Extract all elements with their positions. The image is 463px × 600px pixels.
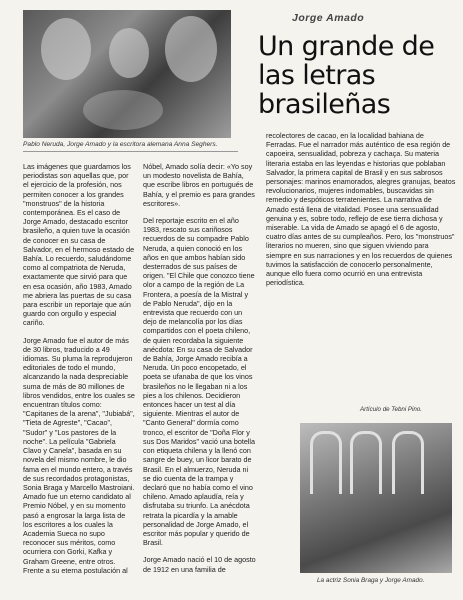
author-name: Jorge Amado	[292, 12, 365, 24]
paragraph: Las imágenes que guardamos los periodistas son aquellas que, por el ejercicio de la profesión, nos permiten conocer a los grandes "monstruos" de la historia contemporánea. Es el caso de Jorge Amado, destacado escritor brasileño, a quien tuve la ocasión de conocer en su casa de Salvador, en el hermoso estado de Bahía. Lo recuerdo, saludándome como al compatriota de Neruda, exactamente que sirvió para que en esa ocasión, año 1983, Amado me abriera las puertas de su casa para escribir un reportaje que aún guardo con orgullo y especial cariño.	[23, 162, 135, 328]
paragraph: Del reportaje escrito en el año 1983, rescato sus cariñosos recuerdos de su compadre Pablo Neruda, a quien conoció en los años en que ambos habían sido desterrados de sus países de origen. "El Chile que conozco tiene olor a campo de la región de La Frontera, a poesía de la Mistral y de Pablo Neruda", dijo en la entrevista que recuerdo con un dejo de melancolía por los días compartidos con el poeta chileno, de quien recordaba la siguiente anécdota: En su casa de Salvador de Bahía, Jorge Amado recibía a Neruda. Un poco encopetado, el poeta se ufanaba de que los vinos brasileños no le llegaban ni a los pies a los chilenos. Decidieron entonces hacer un test al día siguiente. Mientras el autor de "Canto General" dormía como tronco, el escritor de "Doña Flor y sus Dos Maridos" vació una botella con etiqueta chilena y la llenó con sangre de buey, un licor barato de Brasil. En el almuerzo, Neruda ni se dio cuenta de la trampa y declaró que no había como el vino chileno. Amado aplaudía, reía y disfrutaba su triunfo. La anécdota retrata la picardía y la amable personalidad de Jorge Amado, el escritor más popular y querido de Brasil.	[143, 216, 256, 548]
paragraph: recolectores de cacao, en la localidad bahiana de Ferradas. Fue el narrador más auténtico de esa región de capoeira, sensualidad, pobreza y cachaça. Su materia literaria estaba en las leyendas e historias que poblaban Salvador, la primera capital de Brasil y en sus sabrosos personajes: marinos enamorados, alegres granujas, beatos revolucionarios, mujeres indomables, buscavidas sin remedio y despóticos terratenientes. La narrativa de Amado está llena de vitalidad. Posee una sensualidad genuina y es, sobre todo, reflejo de ese tierra dichosa y miserable. La vida de Amado se apagó el 6 de agosto, cuatro días antes de su cumpleaños. Pero, los "monstruos" literarios no mueren, sino que siguen viviendo para siempre en sus narraciones y en los recuerdos de quienes tuvimos la satisfacción de conocerlo personalmente, aunque ello fuera como ocurrió en una entrevista periodística.	[266, 131, 456, 288]
article-column-2	[143, 162, 256, 582]
photo-caption-bottom: La actriz Sonia Braga y Jorge Amado.	[317, 577, 425, 584]
article-credit: Artículo de Tebni Pino.	[360, 406, 423, 413]
article-column-3	[266, 131, 456, 295]
paragraph: Jorge Amado fue el autor de más de 30 libros, traducido a 49 idiomas. Su pluma la reprodujeron editoriales de todo el mundo, alcanzando la nada despreciable suma de más de 80 millones de libros vendidos, entre los cuales se encuentran títulos como: "Capitanes de la arena", "Jubiabá", "Tieta de Agreste", "Cacao", "Sudor" y "Los pastores de la noche". La película "Gabriela Clavo y Canela", basada en su novela del mismo nombre, le dio fama en el mundo entero, a través de sus recordados protagonistas, Sonia Braga y Marcello Mastroiani. Amado fue un eterno candidato al Premio Nóbel, y en su momento pasó a engrosar la larga lista de los escritores a los cuales la Academia Sueca no supo reconocer sus méritos, como ocurriera con Gorki, Kafka y Graham Greene, entre otros. Frente a su eterna postulación al	[23, 335, 135, 575]
photo-neruda-amado-seghers	[23, 10, 231, 138]
paragraph: Nóbel, Amado solía decir: «Yo soy un modesto novelista de Bahía, que escribe libros en portugués de Bahía, y el premio es para grandes escritores».	[143, 162, 255, 208]
photo-sonia-braga-amado	[300, 423, 452, 573]
headline: Un grande de las letras brasileñas	[258, 31, 435, 120]
article-column-1	[23, 162, 135, 583]
paragraph: Jorge Amado nació el 10 de agosto de 1912 en una familia de	[143, 555, 256, 574]
caption-divider	[23, 151, 238, 152]
photo-caption-top: Pablo Neruda, Jorge Amado y la escritora alemana Anna Seghers.	[23, 141, 218, 148]
